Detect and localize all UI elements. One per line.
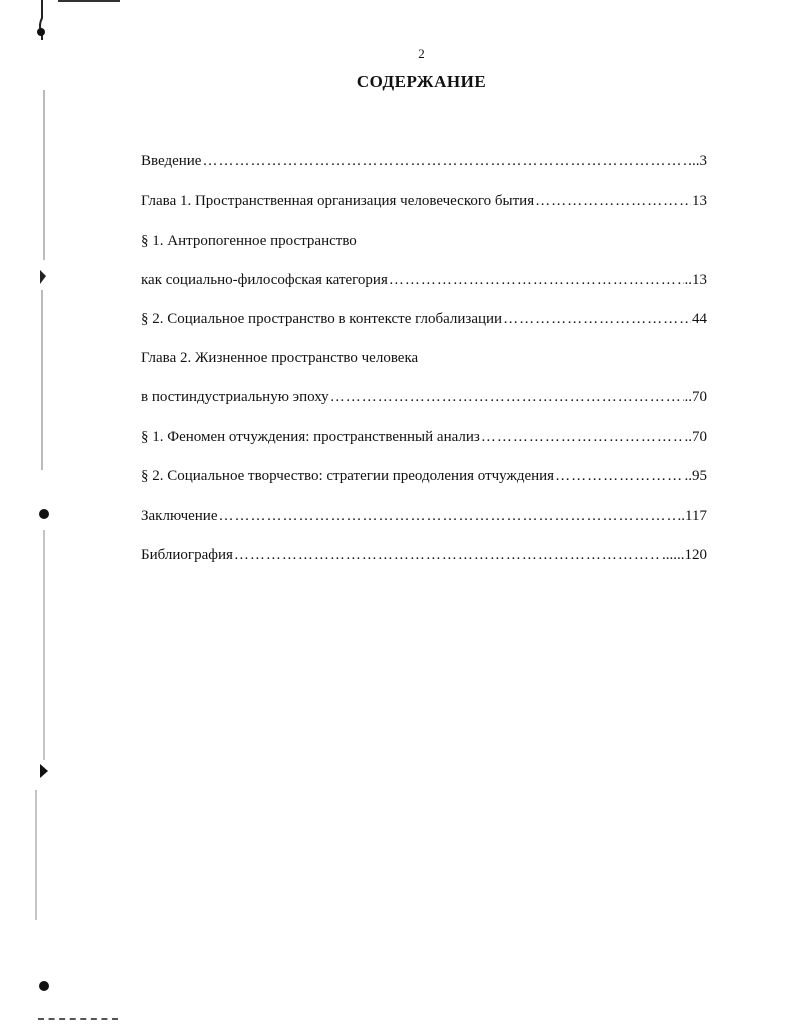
toc-entry-page: 13 xyxy=(692,193,707,209)
toc-entry-section-2-1 xyxy=(141,426,707,448)
page-title: СОДЕРЖАНИЕ xyxy=(356,72,487,91)
toc-entry-text: как социально-философская категория xyxy=(141,272,388,288)
toc-entry-section-1-2 xyxy=(141,308,707,330)
toc-entry-page: 44 xyxy=(692,311,707,327)
toc-entry-bibliography xyxy=(141,544,707,566)
toc-dot-leader xyxy=(535,190,691,212)
toc-dot-leader xyxy=(234,544,661,566)
toc-entry-page: ..95 xyxy=(684,468,707,484)
toc-dot-leader xyxy=(389,269,684,291)
toc-dot-leader xyxy=(219,505,677,527)
scan-artifact-top xyxy=(58,0,120,2)
toc-entry-text: Библиография xyxy=(141,547,233,563)
scan-artifact-bottom xyxy=(38,1018,118,1020)
toc-entry-text: Введение xyxy=(141,153,202,169)
toc-entry-section-2-2 xyxy=(141,465,707,487)
toc-entry-page: ..117 xyxy=(677,508,707,524)
toc-entry-page: ......120 xyxy=(662,547,707,563)
toc-dot-leader xyxy=(555,465,683,487)
toc-entry-text: § 2. Социальное творчество: стратегии преодоления отчуждения xyxy=(141,468,555,484)
toc-entry-text: Глава 1. Пространственная организация человеческого бытия xyxy=(141,193,535,209)
toc-dot-leader xyxy=(481,426,684,448)
toc-entry-introduction xyxy=(141,150,707,172)
toc-entry-section-1-1-line-1 xyxy=(141,230,707,252)
page-number: 2 xyxy=(418,46,425,61)
toc-entry-page: ..13 xyxy=(684,272,707,288)
toc-entry-text: в постиндустриальную эпоху xyxy=(141,389,329,405)
toc-entry-section-1-1-line-2 xyxy=(141,269,707,291)
toc-entry-chapter-2-line-2 xyxy=(141,386,707,408)
toc-dot-leader xyxy=(202,150,691,172)
toc-entry-page: ..3 xyxy=(692,153,707,169)
toc-entry-text: § 1. Антропогенное пространство xyxy=(141,233,357,249)
toc-entry-chapter-2-line-1 xyxy=(141,347,707,369)
toc-entry-conclusion xyxy=(141,505,707,527)
toc-entry-page: ..70 xyxy=(684,429,707,445)
toc-entry-chapter-1 xyxy=(141,190,707,212)
toc-dot-leader xyxy=(330,386,684,408)
toc-entry-text: Заключение xyxy=(141,508,218,524)
toc-entry-text: Глава 2. Жизненное пространство человека xyxy=(141,350,419,366)
scan-artifact-left-edge xyxy=(30,0,50,1025)
toc-entry-text: § 2. Социальное пространство в контексте глобализации xyxy=(141,311,503,327)
toc-entry-page: ..70 xyxy=(684,389,707,405)
toc-dot-leader xyxy=(503,308,691,330)
toc-entry-text: § 1. Феномен отчуждения: пространственный анализ xyxy=(141,429,480,445)
